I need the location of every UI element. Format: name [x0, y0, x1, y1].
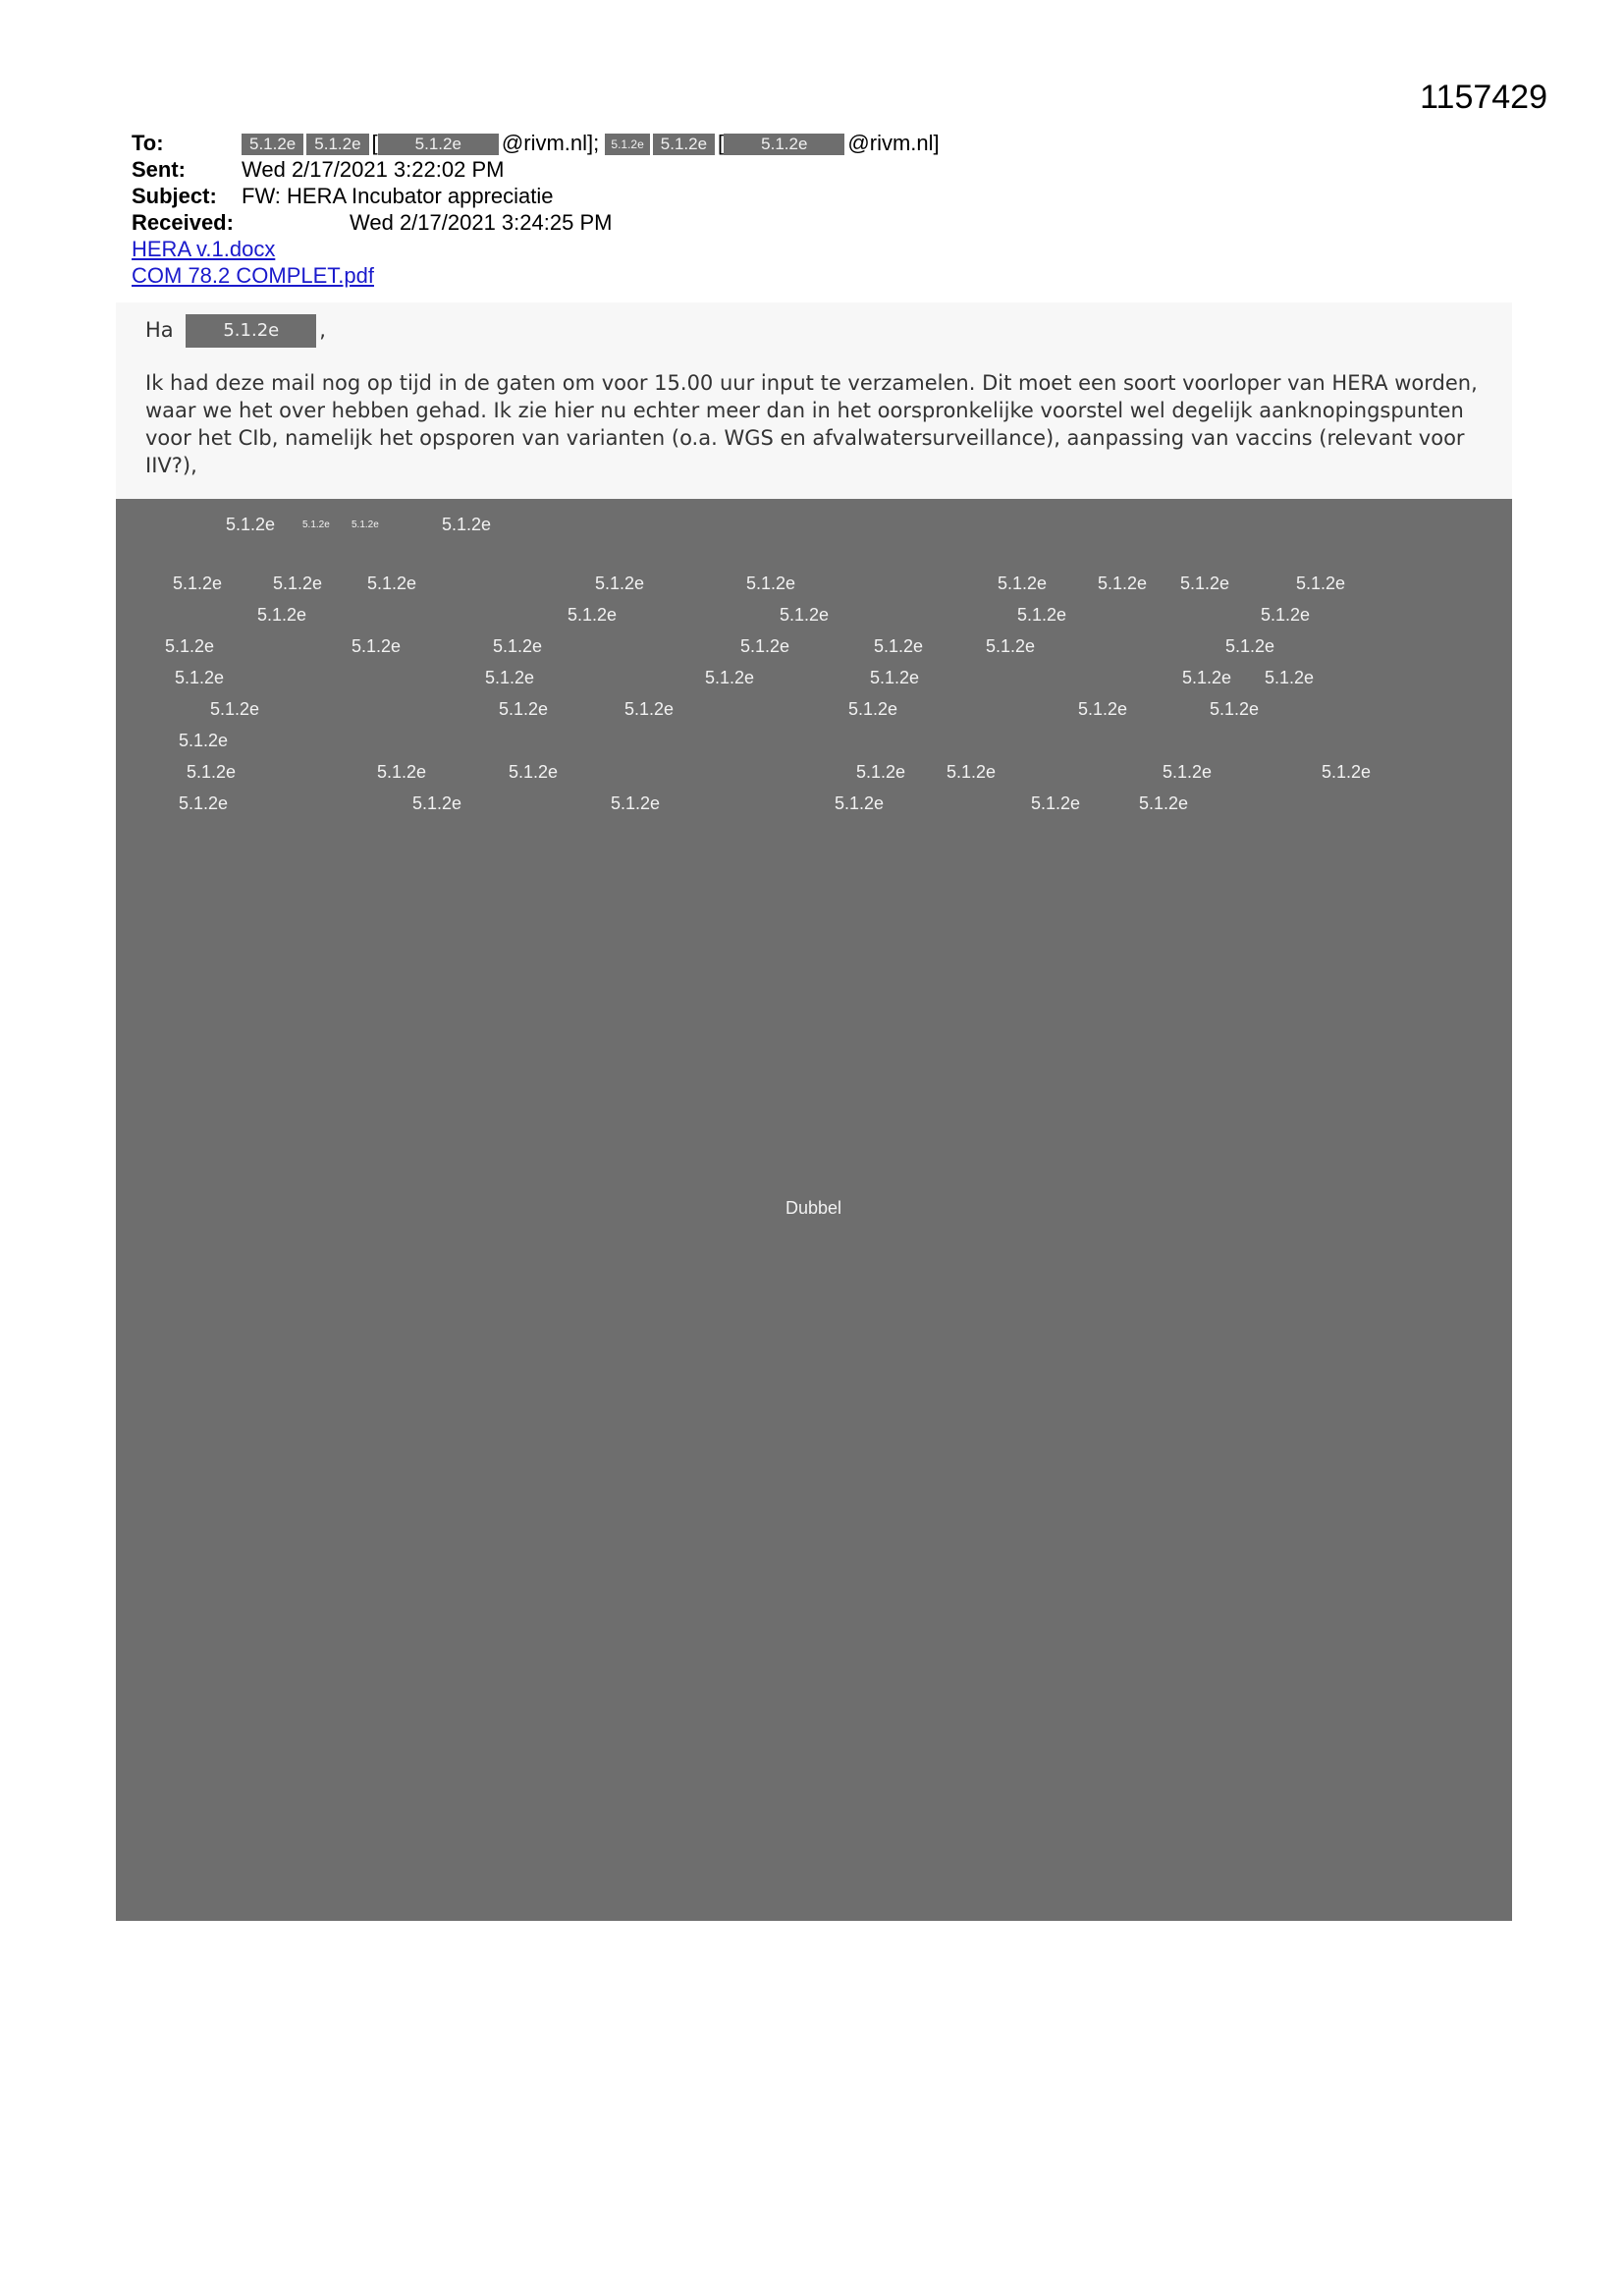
redaction-code: 5.1.2e	[856, 762, 906, 782]
redaction-mark: 5.1.2e	[605, 134, 649, 155]
redaction-line	[116, 793, 1512, 823]
redaction-code: 5.1.2e	[746, 574, 796, 593]
redaction-code: 5.1.2e	[1225, 636, 1275, 656]
redaction-code: 5.1.2e	[302, 519, 330, 530]
redaction-code: 5.1.2e	[499, 699, 549, 719]
redaction-code: 5.1.2e	[947, 762, 997, 782]
to-label: To:	[132, 131, 164, 155]
redaction-mark: 5.1.2e	[306, 134, 368, 155]
redaction-block	[116, 499, 1512, 1921]
to-row	[132, 130, 1496, 156]
redaction-mark: 5.1.2e	[242, 134, 303, 155]
redaction-code: 5.1.2e	[493, 636, 543, 656]
redaction-code: 5.1.2e	[485, 668, 535, 687]
redaction-code: 5.1.2e	[1098, 574, 1148, 593]
redaction-code: 5.1.2e	[1180, 574, 1230, 593]
attachment-link[interactable]: HERA v.1.docx	[132, 237, 276, 261]
to-value: 5.1.2e 5.1.2e [ 5.1.2e @rivm.nl]; 5.1.2e 5.1.2e [ 5.1.2e @rivm.nl]	[242, 130, 940, 156]
redaction-mark: 5.1.2e	[186, 314, 316, 348]
email-body	[116, 302, 1512, 499]
redaction-code: 5.1.2e	[835, 793, 885, 813]
redaction-mark: 5.1.2e	[378, 134, 499, 155]
redaction-code: 5.1.2e	[179, 731, 229, 750]
redaction-line	[116, 668, 1512, 697]
redaction-code: 5.1.2e	[412, 793, 462, 813]
redaction-code: 5.1.2e	[442, 515, 492, 534]
redaction-code: 5.1.2e	[1261, 605, 1311, 625]
greeting	[145, 314, 326, 348]
redaction-code: 5.1.2e	[595, 574, 645, 593]
redaction-code: 5.1.2e	[998, 574, 1048, 593]
sent-value: Wed 2/17/2021 3:22:02 PM	[242, 157, 505, 182]
greeting-suffix: ,	[319, 318, 326, 342]
sent-row	[132, 156, 1496, 183]
subject-row	[132, 183, 1496, 209]
redaction-code: 5.1.2e	[568, 605, 618, 625]
redaction-line	[116, 574, 1512, 603]
attachment-link[interactable]: COM 78.2 COMPLET.pdf	[132, 263, 374, 288]
redaction-code: 5.1.2e	[1182, 668, 1232, 687]
redaction-code: 5.1.2e	[509, 762, 559, 782]
redaction-code: 5.1.2e	[611, 793, 661, 813]
email-domain: @rivm.nl];	[501, 131, 600, 155]
redaction-code: 5.1.2e	[1031, 793, 1081, 813]
redaction-code: 5.1.2e	[165, 636, 215, 656]
redaction-code: 5.1.2e	[173, 574, 223, 593]
greeting-prefix: Ha	[145, 318, 174, 342]
redaction-line	[116, 515, 1512, 544]
redaction-code: 5.1.2e	[740, 636, 790, 656]
document-number: 1157429	[1420, 79, 1547, 116]
redaction-code: 5.1.2e	[352, 519, 379, 530]
redaction-code: 5.1.2e	[179, 793, 229, 813]
redaction-code: 5.1.2e	[1139, 793, 1189, 813]
redaction-code: 5.1.2e	[986, 636, 1036, 656]
redaction-code: 5.1.2e	[210, 699, 260, 719]
redaction-line	[116, 699, 1512, 729]
redaction-line	[116, 762, 1512, 792]
redaction-code: 5.1.2e	[848, 699, 898, 719]
redaction-code: 5.1.2e	[1017, 605, 1067, 625]
redaction-code: 5.1.2e	[187, 762, 237, 782]
redaction-code: 5.1.2e	[1265, 668, 1315, 687]
email-domain: @rivm.nl]	[847, 131, 940, 155]
redaction-mark: 5.1.2e	[653, 134, 715, 155]
redaction-code: 5.1.2e	[273, 574, 323, 593]
redaction-line	[116, 731, 1512, 760]
sent-label: Sent:	[132, 157, 186, 182]
redaction-code: 5.1.2e	[1078, 699, 1128, 719]
redaction-line	[116, 605, 1512, 634]
received-row	[132, 209, 1496, 236]
subject-value: FW: HERA Incubator appreciatie	[242, 184, 554, 208]
redaction-code: 5.1.2e	[352, 636, 402, 656]
redaction-code: 5.1.2e	[870, 668, 920, 687]
redaction-code: 5.1.2e	[780, 605, 830, 625]
email-header	[132, 130, 1496, 289]
redaction-code: 5.1.2e	[1210, 699, 1260, 719]
redaction-mark: 5.1.2e	[724, 134, 844, 155]
redaction-line	[116, 636, 1512, 666]
redaction-code: 5.1.2e	[705, 668, 755, 687]
redaction-stamp: Dubbel	[785, 1198, 842, 1218]
redaction-code: 5.1.2e	[1163, 762, 1213, 782]
received-value: Wed 2/17/2021 3:24:25 PM	[350, 210, 613, 235]
redaction-code: 5.1.2e	[377, 762, 427, 782]
redaction-code: 5.1.2e	[1296, 574, 1346, 593]
redaction-code: 5.1.2e	[226, 515, 276, 534]
body-paragraph: Ik had deze mail nog op tijd in de gaten om voor 15.00 uur input te verzamelen. Dit moet een soort voorloper van HERA worden, waar we het over hebben gehad. Ik zie hier nu echter meer dan in het oorspronkelijke voorstel wel degelijk aanknopingspunten voor het CIb, namelijk het opsporen van varianten (o.a. WGS en afvalwatersurveillance), aanpassing van vaccins (relevant voor IIV?),	[145, 371, 1478, 477]
redaction-code: 5.1.2e	[367, 574, 417, 593]
received-label: Received:	[132, 210, 234, 235]
redaction-code: 5.1.2e	[257, 605, 307, 625]
redaction-code: 5.1.2e	[175, 668, 225, 687]
redaction-code: 5.1.2e	[1322, 762, 1372, 782]
redaction-code: 5.1.2e	[874, 636, 924, 656]
redaction-code: 5.1.2e	[624, 699, 675, 719]
subject-label: Subject:	[132, 184, 217, 208]
